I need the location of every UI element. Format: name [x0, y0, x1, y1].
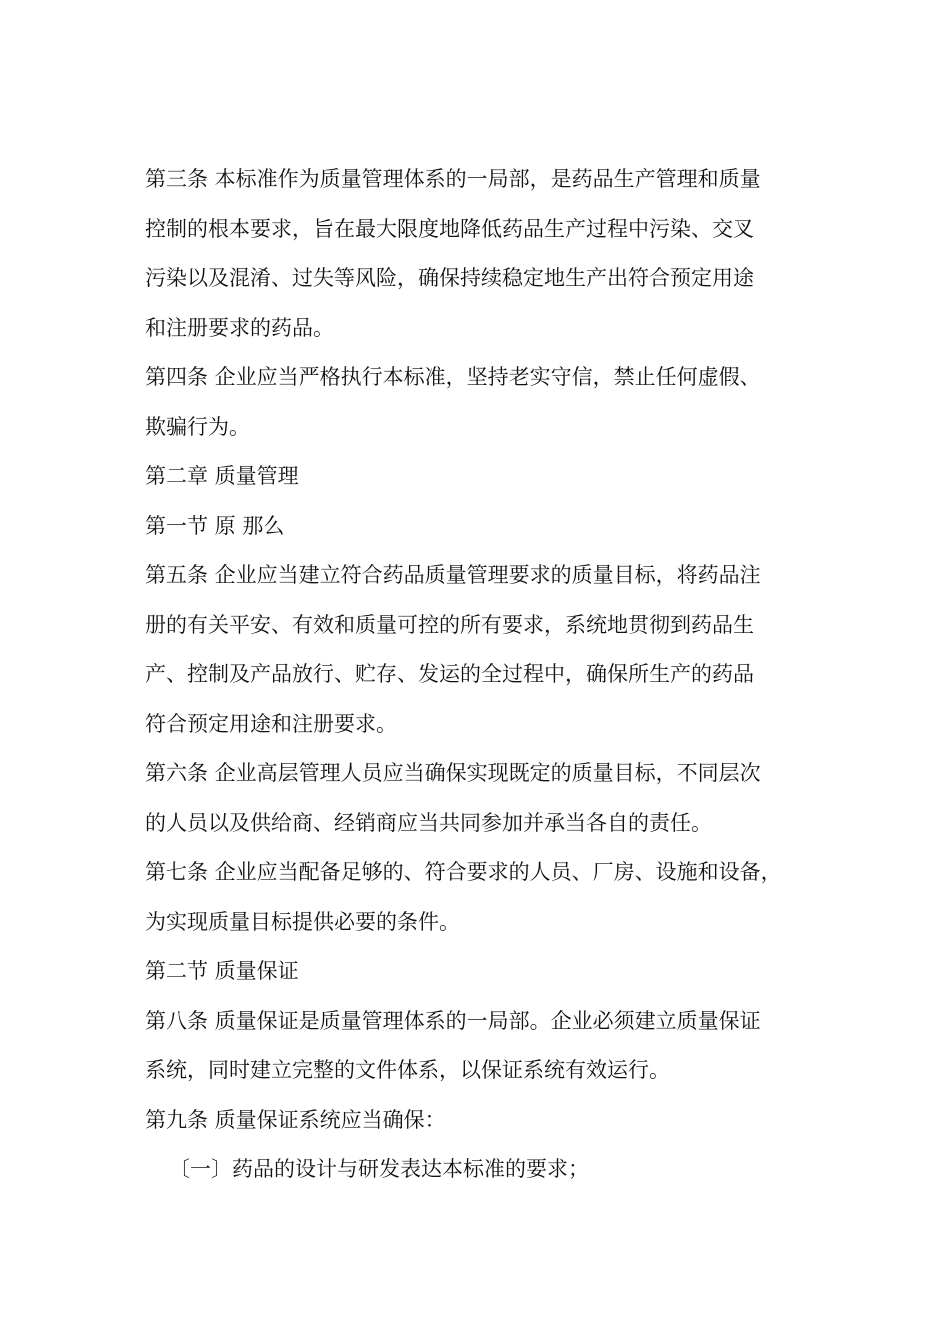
- text-line: 第三条 本标准作为质量管理体系的一局部，是药品生产管理和质量: [145, 167, 761, 191]
- text-line: 第八条 质量保证是质量管理体系的一局部。企业必须建立质量保证: [145, 1008, 761, 1033]
- text-line: 控制的根本要求，旨在最大限度地降低药品生产过程中污染、交叉: [145, 216, 754, 241]
- text-line: 第九条 质量保证系统应当确保：: [145, 1107, 446, 1132]
- chapter-heading: 第二章 质量管理: [145, 464, 299, 488]
- text-line: 的人员以及供给商、经销商应当共同参加并承当各自的责任。: [145, 810, 712, 835]
- section-heading: 第一节 原 那么: [145, 513, 285, 538]
- text-line: 第四条 企业应当严格执行本标准，坚持老实守信，禁止任何虚假、: [145, 365, 761, 389]
- text-line: 第五条 企业应当建立符合药品质量管理要求的质量目标，将药品注: [145, 563, 761, 587]
- text-line: 产、控制及产品放行、贮存、发运的全过程中，确保所生产的药品: [145, 662, 754, 686]
- text-line: 第六条 企业高层管理人员应当确保实现既定的质量目标，不同层次: [145, 761, 761, 785]
- text-line: 第七条 企业应当配备足够的、符合要求的人员、厂房、设施和设备，: [145, 860, 782, 884]
- text-line: 为实现质量目标提供必要的条件。: [145, 909, 460, 934]
- text-line: 系统，同时建立完整的文件体系，以保证系统有效运行。: [145, 1058, 670, 1082]
- text-line: 册的有关平安、有效和质量可控的所有要求，系统地贯彻到药品生: [145, 612, 754, 637]
- text-line: 符合预定用途和注册要求。: [145, 711, 397, 736]
- section-heading: 第二节 质量保证: [145, 959, 299, 983]
- list-item: 〔一〕药品的设计与研发表达本标准的要求；: [169, 1157, 589, 1181]
- document-body: [145, 155, 825, 1195]
- text-line: 和注册要求的药品。: [145, 315, 334, 340]
- text-line: 欺骗行为。: [145, 414, 250, 439]
- text-line: 污染以及混淆、过失等风险，确保持续稳定地生产出符合预定用途: [145, 266, 754, 290]
